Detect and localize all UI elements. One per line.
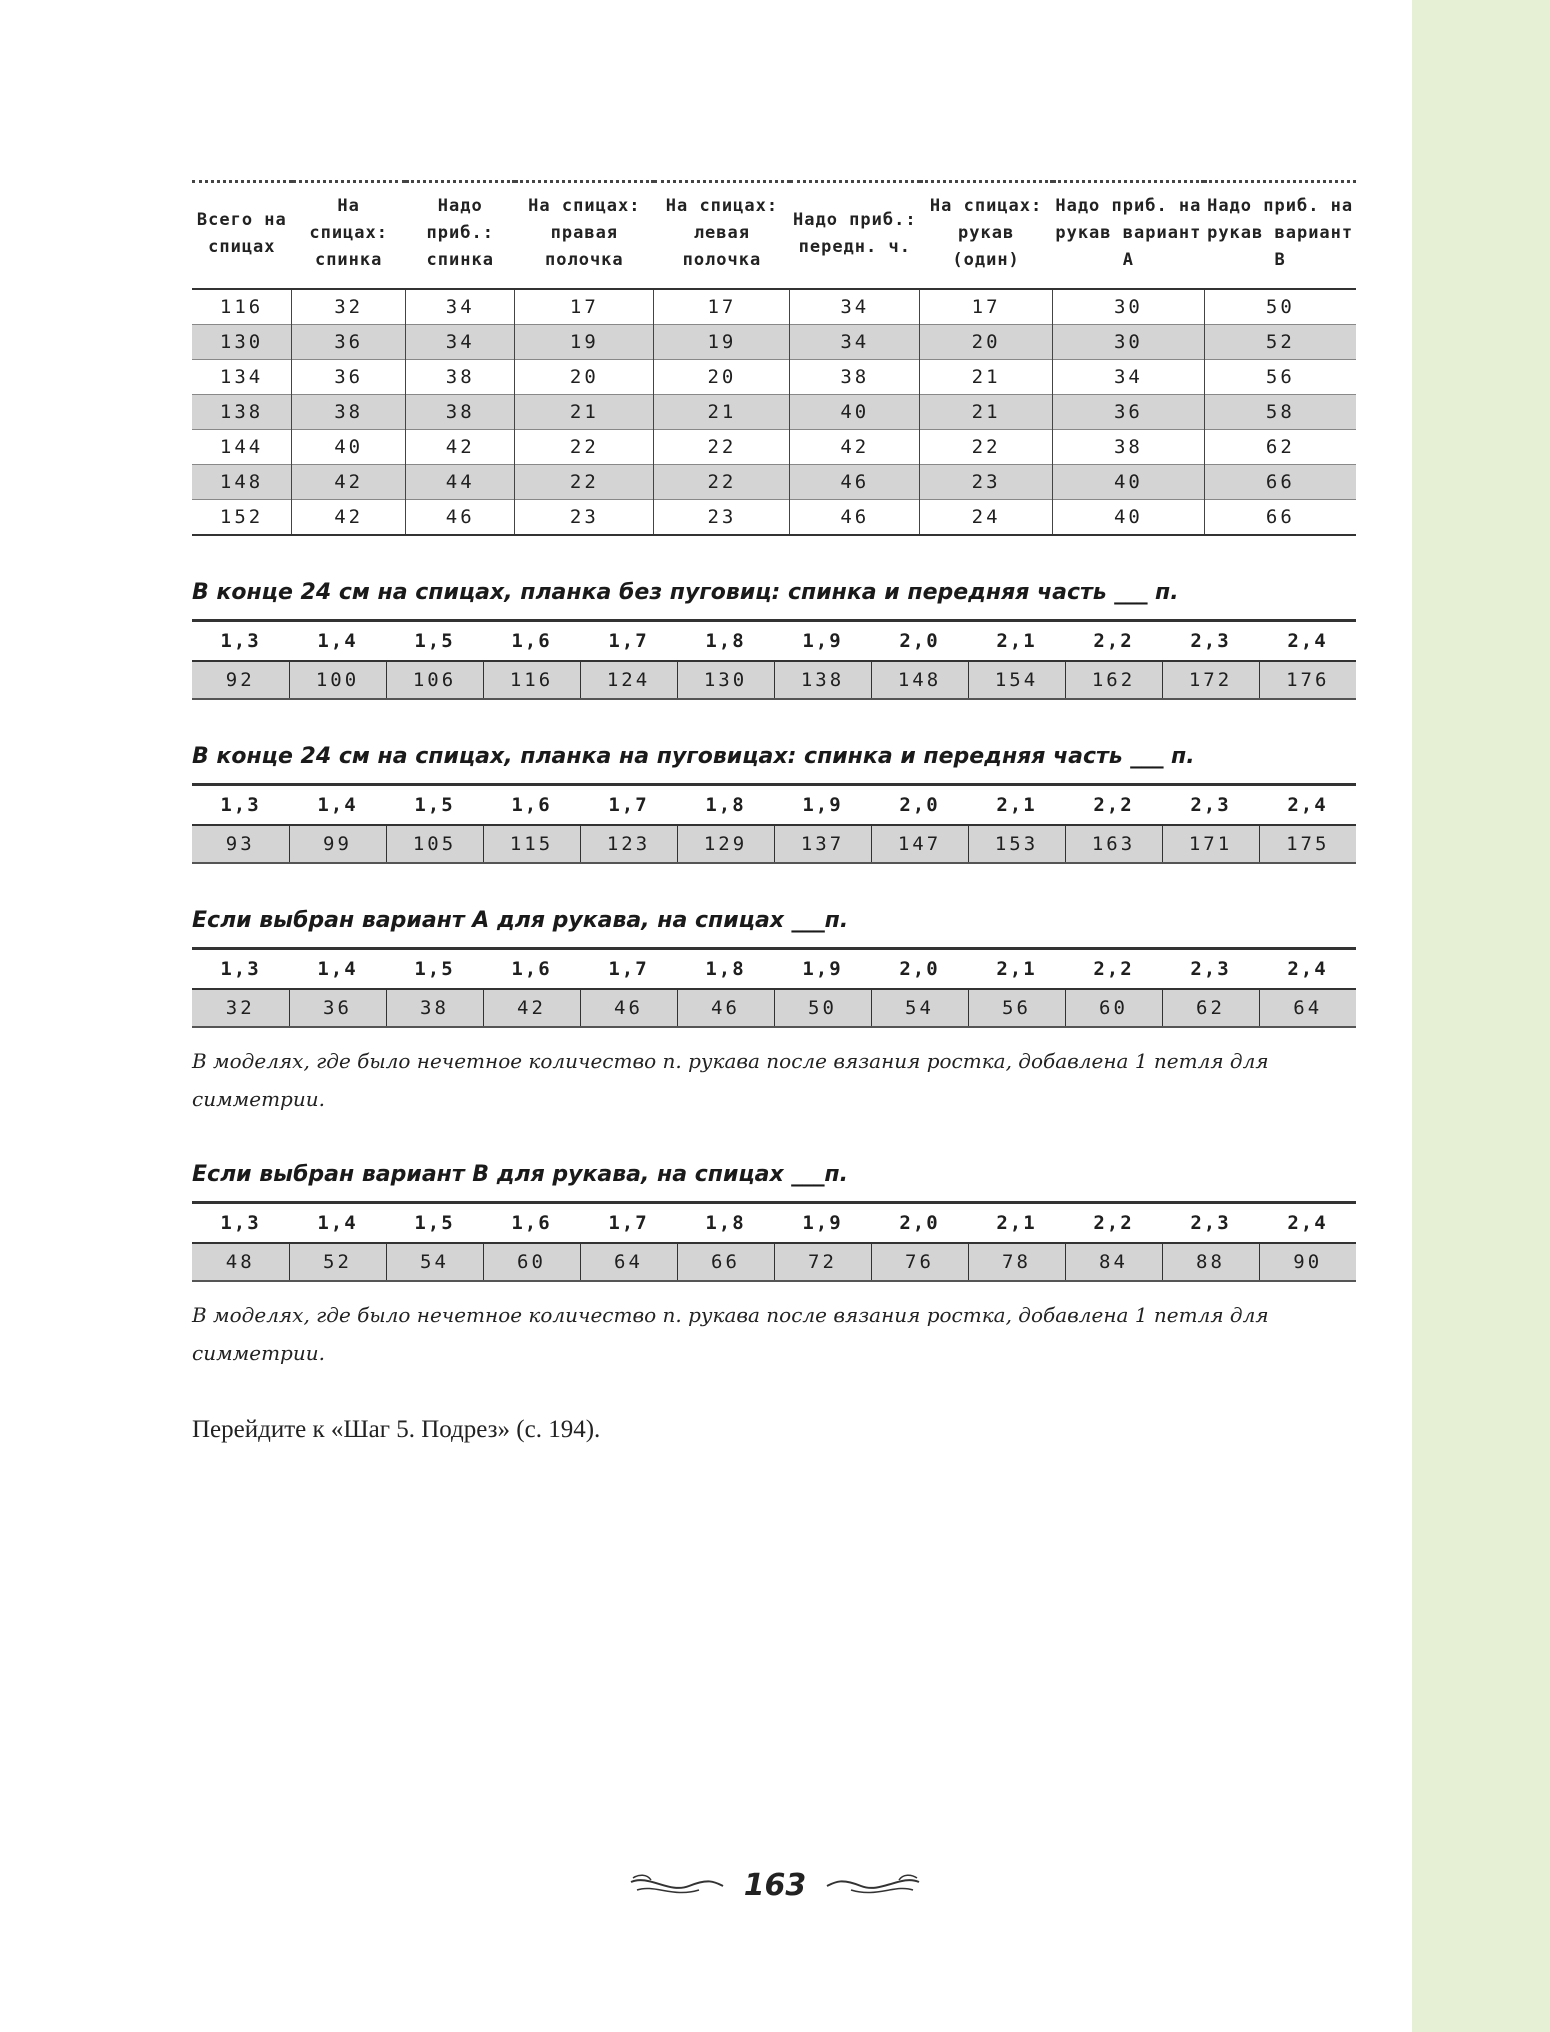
table-cell: 44: [406, 465, 515, 500]
size-label: 2,2: [1065, 621, 1162, 662]
table-row: [192, 325, 1356, 360]
table-cell: 22: [515, 430, 654, 465]
size-label: 2,1: [968, 785, 1065, 826]
size-label: 1,7: [580, 621, 677, 662]
size-label: 1,6: [483, 785, 580, 826]
stitch-value: 176: [1259, 661, 1356, 699]
size-label: 1,7: [580, 1203, 677, 1244]
stitch-value: 138: [774, 661, 871, 699]
stitch-value: 56: [968, 989, 1065, 1027]
table-cell: 21: [920, 395, 1053, 430]
stitch-value: 46: [677, 989, 774, 1027]
stitch-value-row: [192, 1243, 1356, 1281]
table-cell: 36: [292, 325, 406, 360]
size-label: 2,4: [1259, 785, 1356, 826]
size-label: 2,4: [1259, 1203, 1356, 1244]
section-note: В моделях, где было нечетное количество п. рукава после вязания ростка, добавлена 1 петля для симметрии.: [192, 1303, 1269, 1365]
stitch-value: 36: [289, 989, 386, 1027]
size-label: 1,6: [483, 1203, 580, 1244]
section-heading: В конце 24 см на спицах, планка на пуговицах: спинка и передняя часть ___ п.: [192, 744, 1195, 769]
next-step-text: Перейдите к «Шаг 5. Подрез» (с. 194).: [192, 1416, 601, 1443]
size-label: 1,6: [483, 621, 580, 662]
stitch-value: 148: [871, 661, 968, 699]
table-cell: 34: [790, 289, 920, 325]
size-label: 1,5: [386, 621, 483, 662]
table-cell: 21: [515, 395, 654, 430]
stitch-value: 54: [386, 1243, 483, 1281]
table-cell: 138: [192, 395, 292, 430]
stitch-value: 48: [192, 1243, 289, 1281]
table-row: [192, 289, 1356, 325]
size-label: 1,4: [289, 1203, 386, 1244]
section-heading: Если выбран вариант В для рукава, на спицах ___п.: [192, 1162, 848, 1187]
size-label: 2,1: [968, 949, 1065, 990]
table-cell: 50: [1204, 289, 1356, 325]
size-label: 1,3: [192, 949, 289, 990]
stitch-value: 154: [968, 661, 1065, 699]
section-note: В моделях, где было нечетное количество п. рукава после вязания ростка, добавлена 1 петля для симметрии.: [192, 1049, 1269, 1111]
table-cell: 40: [292, 430, 406, 465]
table-cell: 24: [920, 500, 1053, 536]
size-table: [192, 1201, 1356, 1282]
stitch-value: 115: [483, 825, 580, 863]
size-label: 1,7: [580, 785, 677, 826]
size-label: 2,3: [1162, 621, 1259, 662]
table-cell: 34: [790, 325, 920, 360]
table-cell: 42: [292, 500, 406, 536]
stitch-value: 90: [1259, 1243, 1356, 1281]
stitch-value: 137: [774, 825, 871, 863]
table-cell: 21: [654, 395, 790, 430]
table-cell: 19: [654, 325, 790, 360]
size-label: 2,0: [871, 949, 968, 990]
size-label: 2,3: [1162, 1203, 1259, 1244]
table-cell: 23: [515, 500, 654, 536]
table-row: [192, 465, 1356, 500]
size-header-row: [192, 1203, 1356, 1244]
size-label: 2,1: [968, 1203, 1065, 1244]
stitch-value: 76: [871, 1243, 968, 1281]
stitch-value-row: [192, 825, 1356, 863]
table-cell: 22: [515, 465, 654, 500]
table-cell: 34: [406, 289, 515, 325]
stitch-value: 124: [580, 661, 677, 699]
table-cell: 30: [1053, 325, 1205, 360]
stitch-value: 93: [192, 825, 289, 863]
size-label: 2,0: [871, 1203, 968, 1244]
table-cell: 17: [515, 289, 654, 325]
table-row: [192, 500, 1356, 536]
table-cell: 46: [790, 500, 920, 536]
table-cell: 38: [292, 395, 406, 430]
stitch-value: 92: [192, 661, 289, 699]
stitch-value: 84: [1065, 1243, 1162, 1281]
table-cell: 46: [790, 465, 920, 500]
column-header: Надо приб. на рукав вариант В: [1207, 196, 1354, 270]
size-header-row: [192, 949, 1356, 990]
table-cell: 32: [292, 289, 406, 325]
size-label: 1,8: [677, 1203, 774, 1244]
section-heading: В конце 24 см на спицах, планка без пуговиц: спинка и передняя часть ___ п.: [192, 580, 1179, 605]
size-label: 2,0: [871, 785, 968, 826]
size-label: 2,0: [871, 621, 968, 662]
table-cell: 66: [1204, 500, 1356, 536]
stitch-count-table: [192, 180, 1356, 536]
table-cell: 42: [790, 430, 920, 465]
table-cell: 40: [790, 395, 920, 430]
size-label: 1,4: [289, 949, 386, 990]
stitch-value: 64: [580, 1243, 677, 1281]
stitch-value: 123: [580, 825, 677, 863]
column-header: На спицах: левая полочка: [665, 196, 779, 270]
stitch-value: 60: [1065, 989, 1162, 1027]
stitch-value: 153: [968, 825, 1065, 863]
size-label: 1,5: [386, 785, 483, 826]
stitch-value: 129: [677, 825, 774, 863]
stitch-value: 147: [871, 825, 968, 863]
table-cell: 17: [920, 289, 1053, 325]
stitch-value-row: [192, 661, 1356, 699]
stitch-value: 172: [1162, 661, 1259, 699]
column-header: Всего на спицах: [196, 209, 287, 257]
stitch-value: 72: [774, 1243, 871, 1281]
size-table: [192, 783, 1356, 864]
column-header: Надо приб.: спинка: [426, 196, 494, 270]
column-header: Надо приб.: передн. ч.: [792, 209, 917, 257]
stitch-value: 163: [1065, 825, 1162, 863]
table-cell: 38: [406, 395, 515, 430]
size-label: 2,2: [1065, 949, 1162, 990]
size-label: 1,9: [774, 621, 871, 662]
table-cell: 23: [654, 500, 790, 536]
size-label: 2,1: [968, 621, 1065, 662]
column-header: На спицах: рукав (один): [929, 196, 1043, 270]
table-cell: 20: [515, 360, 654, 395]
table-cell: 34: [1053, 360, 1205, 395]
size-label: 2,4: [1259, 621, 1356, 662]
table-cell: 40: [1053, 465, 1205, 500]
size-header-row: [192, 621, 1356, 662]
table-cell: 17: [654, 289, 790, 325]
stitch-value: 66: [677, 1243, 774, 1281]
table-header-row: [192, 182, 1356, 290]
size-table: [192, 947, 1356, 1028]
size-label: 1,7: [580, 949, 677, 990]
column-header: Надо приб. на рукав вариант А: [1055, 196, 1202, 270]
table-row: [192, 360, 1356, 395]
stitch-value: 50: [774, 989, 871, 1027]
table-cell: 46: [406, 500, 515, 536]
table-cell: 21: [920, 360, 1053, 395]
stitch-value: 42: [483, 989, 580, 1027]
table-cell: 23: [920, 465, 1053, 500]
table-cell: 34: [406, 325, 515, 360]
stitch-value: 171: [1162, 825, 1259, 863]
right-flourish-icon: [825, 1872, 921, 1900]
stitch-value: 64: [1259, 989, 1356, 1027]
size-label: 1,8: [677, 621, 774, 662]
table-cell: 56: [1204, 360, 1356, 395]
section-heading: Если выбран вариант А для рукава, на спицах ___п.: [192, 908, 849, 933]
size-label: 2,2: [1065, 785, 1162, 826]
size-label: 1,8: [677, 949, 774, 990]
stitch-value: 116: [483, 661, 580, 699]
table-cell: 20: [920, 325, 1053, 360]
size-label: 1,5: [386, 949, 483, 990]
table-cell: 19: [515, 325, 654, 360]
table-row: [192, 430, 1356, 465]
stitch-value: 88: [1162, 1243, 1259, 1281]
table-cell: 116: [192, 289, 292, 325]
stitch-value: 99: [289, 825, 386, 863]
table-cell: 148: [192, 465, 292, 500]
page-number: [0, 1868, 1550, 1903]
table-cell: 130: [192, 325, 292, 360]
table-cell: 20: [654, 360, 790, 395]
table-cell: 42: [292, 465, 406, 500]
left-flourish-icon: [629, 1872, 725, 1900]
size-label: 1,4: [289, 785, 386, 826]
table-cell: 38: [1053, 430, 1205, 465]
table-cell: 38: [790, 360, 920, 395]
table-cell: 22: [920, 430, 1053, 465]
stitch-value: 60: [483, 1243, 580, 1281]
size-label: 1,9: [774, 1203, 871, 1244]
stitch-value: 62: [1162, 989, 1259, 1027]
table-cell: 58: [1204, 395, 1356, 430]
size-label: 1,3: [192, 1203, 289, 1244]
stitch-value: 32: [192, 989, 289, 1027]
size-label: 1,8: [677, 785, 774, 826]
size-label: 1,9: [774, 785, 871, 826]
size-header-row: [192, 785, 1356, 826]
stitch-value: 175: [1259, 825, 1356, 863]
table-cell: 52: [1204, 325, 1356, 360]
size-label: 2,4: [1259, 949, 1356, 990]
table-cell: 36: [292, 360, 406, 395]
stitch-value: 52: [289, 1243, 386, 1281]
stitch-value: 38: [386, 989, 483, 1027]
page-content: [192, 180, 1356, 1444]
size-label: 1,6: [483, 949, 580, 990]
stitch-value: 130: [677, 661, 774, 699]
column-header: На спицах: спинка: [309, 196, 388, 270]
table-cell: 42: [406, 430, 515, 465]
table-row: [192, 395, 1356, 430]
stitch-value: 105: [386, 825, 483, 863]
column-header: На спицах: правая полочка: [528, 196, 641, 270]
table-cell: 22: [654, 430, 790, 465]
table-cell: 134: [192, 360, 292, 395]
size-label: 2,3: [1162, 949, 1259, 990]
size-label: 1,4: [289, 621, 386, 662]
size-label: 1,3: [192, 621, 289, 662]
stitch-value-row: [192, 989, 1356, 1027]
stitch-value: 78: [968, 1243, 1065, 1281]
size-label: 1,9: [774, 949, 871, 990]
table-cell: 62: [1204, 430, 1356, 465]
stitch-value: 100: [289, 661, 386, 699]
table-cell: 152: [192, 500, 292, 536]
page-number-text: 163: [743, 1868, 807, 1903]
table-cell: 66: [1204, 465, 1356, 500]
stitch-value: 54: [871, 989, 968, 1027]
size-label: 1,3: [192, 785, 289, 826]
stitch-value: 106: [386, 661, 483, 699]
table-cell: 36: [1053, 395, 1205, 430]
table-cell: 40: [1053, 500, 1205, 536]
stitch-value: 162: [1065, 661, 1162, 699]
size-label: 2,3: [1162, 785, 1259, 826]
table-cell: 144: [192, 430, 292, 465]
table-cell: 30: [1053, 289, 1205, 325]
side-color-strip: [1412, 0, 1550, 2032]
stitch-value: 46: [580, 989, 677, 1027]
table-cell: 22: [654, 465, 790, 500]
size-label: 1,5: [386, 1203, 483, 1244]
size-label: 2,2: [1065, 1203, 1162, 1244]
size-table: [192, 619, 1356, 700]
table-cell: 38: [406, 360, 515, 395]
